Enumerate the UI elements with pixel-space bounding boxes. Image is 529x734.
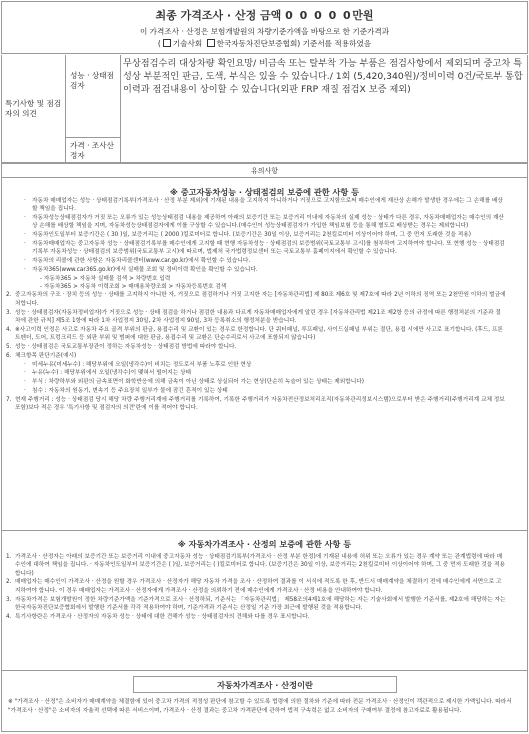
note-subline: - 자동차365 > 자동차 실매물 검색 > 차량번호 입력 [40, 275, 171, 282]
note-text: 누유(누수) : 해당부위에서 오일(냉각수)이 맺혀서 떨어지는 상태 [32, 370, 191, 377]
note-item [6, 596, 506, 613]
bullet-mark: · [24, 370, 26, 377]
note-bullet [6, 378, 506, 386]
bullet-mark: · [24, 215, 26, 222]
item-number: 4. [6, 326, 12, 333]
standard-options-line: ( 기술사회 한국자동차진단보증협회) 기준서를 적용하였음 [157, 39, 372, 48]
note-bullet [6, 214, 506, 231]
note-item [6, 578, 506, 595]
note-bullet [6, 361, 506, 369]
inspector-opinion-text: 무상점검수리 대상차량 확인요망/ 비금속 또는 탈부착 가능 부품은 점검사항에서 제외되며 중고차 특성상 부분적인 판금, 도색, 부식은 있을 수 있습니다./ 1회 (5,420,340원)/정비이력 0건/국토부 통합이력과 점검내용이 상이할 수 있습니다(외판 FRP 재질 점검X 보증 제외) [123, 58, 523, 96]
item-number: 5. [6, 343, 12, 350]
note-item [6, 291, 506, 308]
price-assessment-definition-title: 자동차가격조사 · 산정이란 [133, 676, 397, 693]
note-text: 자동차가격은 보험개발원이 정한 차량기준가액을 기준가격으로 조사 · 산정하되, 기준서는 「자동차관리법」 제58조의4제1호에 해당하는 자는 기술사회에서 발행한 기준서를, 제2호에 해당하는 자는 한국자동차진단보증협회에서 발행한 기준서를 각각 적용하여야 하며, 기준가격과 기준서는 산정일 기준 가장 최근에 발행된 것을 적용합니다. [15, 596, 506, 611]
performance-warranty-list [6, 197, 506, 413]
performance-inspector-label: 성능 · 상태점검자 [66, 55, 121, 138]
notes-header: 유의사항 [2, 164, 527, 178]
note-bullet [6, 369, 506, 377]
note-text: ※사고이력 인정은 사고로 자동차 주요 골격 부위의 판금, 용접수리 및 교환이 있는 경우로 한정합니다. 단 쿼터패널, 루프패널, 사이드실패널 부위는 절단, 용접 시에만 사고로 표기합니다. (후드, 프론트펜더, 도어, 트렁크리드 등 외판 부위 및 범퍼에 대한 판금, 용접수리 및 교환은 단순수리로서 사고에 포함되지 않습니다) [15, 326, 503, 341]
note-item [6, 352, 506, 360]
item-number: 1. [6, 554, 12, 560]
note-text: 특기사항란은 가격조사 · 산정자의 자동차 성능 · 상태에 대한 견해가 성능 · 상태점검자의 견해와 다를 경우 표시합니다. [15, 613, 310, 620]
note-text: 자동차매매업자는 중고자동차 성능 · 상태점검기록부를 매수인에게 고지할 때 현행 자동차성능 · 상태점검의 보증범위(국토교통부 고시)를 첨부하여 고지하여야 합니다. 또 현행 성능 · 상태점검기록부 자동차성능 · 상태점검의 보증범위(국토교통부 고시)에 따르며, 법제처 국가법령정보센터 또는 국토교통부 홈페이지에서 확인할 수 있습니다. [32, 241, 505, 256]
note-bullet [6, 240, 506, 257]
final-price-title [2, 9, 527, 24]
notes-section [1, 163, 528, 732]
bullet-mark: · [24, 232, 26, 239]
checkbox-technician-association[interactable] [163, 39, 171, 47]
final-price-label: 최종 가격조사 · 산정 금액 [155, 9, 282, 22]
item-number: 2. [6, 292, 12, 299]
price-warranty-list [6, 553, 506, 622]
note-bullet [6, 387, 506, 395]
bullet-mark: · [24, 241, 26, 248]
note-text: 자동차의 리콜에 관한 사항은 자동차리콜센터(www.car.go.kr)에서 확인할 수 있습니다. [32, 258, 251, 265]
note-text: 부식 : 차량하부와 외판의 금속표면이 화학반응에 의해 금속이 아닌 상태로 상실되어 가는 현상(단순히 녹슬어 있는 상태는 제외합니다) [32, 379, 364, 386]
note-item [6, 309, 506, 326]
section-price-warranty-title: ※ 자동차가격조사 · 산정의 보증에 관한 사항 등 [177, 539, 352, 549]
opinion-side-label: 특기사항 및 점검자의 의견 [2, 55, 66, 162]
note-text: 자동차365(www.car365.go.kr)에서 실매물 조회 및 정비이력 확인을 확인할 수 있습니다. [32, 267, 258, 274]
checkbox-diagnosis-association[interactable] [207, 39, 215, 47]
section-performance-warranty-title: ※ 중고자동차성능 · 상태점검의 보증에 관한 사항 등 [169, 187, 360, 197]
bullet-mark: · [24, 198, 26, 204]
item-number: 3. [6, 309, 12, 316]
note-text: 침수 : 자동차의 원동기, 변속기 등 주요장치 일부가 물에 잠긴 흔적이 있는 상태 [32, 388, 228, 395]
note-text: 중고자동차의 구조 · 장치 등의 성능 · 상태를 고지하지 아니한 자, 거짓으로 점검하거나 거짓 고지한 자는 [자동차관리법] 제 80조 제6호 및 제7호에 따라 2년 이하의 징역 또는 2천만원 이하의 벌금에 처합니다. [15, 292, 506, 307]
note-bullet [6, 231, 506, 239]
bullet-mark: · [24, 379, 26, 386]
note-text: 매매업자는 매수인이 가격조사 · 산정을 원할 경우 가격조사 · 산정자가 해당 자동차 가격을 조사 · 산정하여 결과를 이 서식에 적도록 한 후, 반드시 매매계약을 체결하기 전에 매수인에게 서면으로 고지하여야 합니다. 이 경우 매매업자는 가격조사 · 산정자에게 가격조사 · 산정을 의뢰하기 전에 매수인에게 가격조사 · 산정 비용을 안내하여야 합니다. [15, 579, 502, 594]
inspector-opinion-block [1, 55, 528, 163]
note-text: 미세누유(미세누수) : 해당부위에 오일(냉각수)이 비치는 정도로서 부품 노후로 인한 현상 [32, 361, 252, 368]
note-text: 가격조사 · 산정자는 아래의 보증기간 또는 보증거리 이내에 중고자동차 성능 · 상태점검기록부(가격조사 · 산정 부분 한정)에 기재된 내용에 허위 또는 오류가 있는 경우 계약 또는 관계법령에 따라 매수인에 대하여 책임을 집니다. · 자동차인도일부터 보증기간은 ( )일, 보증거리는 ( )킬로미터로 합니다. (보증기간은 30일 이상, 보증거리는 2천킬로미터 이상이어야 하며, 그 중 먼저 도래한 것을 적용합니다) [15, 554, 506, 577]
note-bullet [6, 257, 506, 265]
section-divider [2, 530, 527, 531]
item-number: 4. [6, 613, 12, 620]
note-item [6, 613, 506, 621]
price-header [1, 1, 528, 54]
bullet-mark: · [24, 388, 26, 395]
note-text: 자동차 매매업자는 성능 · 상태점검기록부(가격조사 · 산정 부분 제외)에 기재된 내용을 고지하지 아니하거나 거짓으로 고지함으로써 매수인에게 재산상 손해가 발생한 경우에는 그 손해를 배상할 책임을 집니다. [32, 198, 503, 213]
final-price-amount: 0 0 0 0 0 [285, 9, 353, 22]
item-number: 7. [6, 397, 12, 404]
price-basis-line: 이 가격조사 · 산정은 보험개발원의 차량기준가액을 바탕으로 한 기준가격과 [139, 27, 390, 36]
note-bullet [6, 197, 506, 214]
note-bullet [6, 266, 506, 274]
note-item [6, 553, 506, 578]
note-text: 체크항목 판단기준(예시) [15, 352, 77, 359]
bullet-mark: · [24, 267, 26, 274]
item-number: 2. [6, 579, 12, 586]
item-number: 6. [6, 352, 12, 359]
note-text: 자동차성능상태점검자가 거짓 또는 오류가 있는 성능상태점검 내용을 제공하여 아래의 보증기간 또는 보증거리 이내에 자동차의 실제 성능 · 상태가 다른 경우, 자동차매매업자는 매수인의 재산상 손해를 배상할 책임을 지며, 자동차성능상태점검자에게 이를 구상할 수 있습니다.(매수인이 성능상태점검자가 가입한 책임보험 등을 통해 별도로 배상받는 경우는 제외합니다) [32, 215, 504, 230]
note-item [6, 343, 506, 351]
note-subline: - 자동차365 > 자동차 이력조회 > 매매용차량조회 > 자동차등록번호 검색 [40, 284, 227, 291]
note-text: 성능 · 상태점검자(자동차정비업자)가 거짓으로 성능 · 상태 점검을 하거나 점검한 내용과 다르게 자동차매매업자에게 알린 경우 [자동차관리법 제21조 제2항 등의 규정에 따른 행정처분의 기준과 절차에 관한 규칙] 제5조 1항에 따라 1차 사업정지 30일, 2차 사업정지 90일, 3차 등록취소의 행정처분을 받습니다. [15, 309, 501, 324]
option-technician-association: 기술사회 [172, 39, 203, 48]
note-text: 자동차인도일부터 보증기간은 ( 30 )일, 보증거리는 ( 2000 )킬로미터로 합니다. (보증기간은 30일 이상, 보증거리는 2천킬로미터 이상이어야 하며, 그 중 먼저 도래한 것을 적용) [32, 232, 472, 239]
price-assessment-definition-text: ※ "가격조사 · 산정"은 소비자가 매매계약을 체결함에 있어 중고차 가격의 적정성 판단에 참고할 수 있도록 법령에 의한 절차와 기준에 따라 전문 가격조사 · 산정인이 객관적으로 제시한 가액입니다. 따라서 "가격조사 · 산정"은 소비자의 자율적 선택에 따른 서비스이며, 가격조사 · 산정 결과는 중고차 가격판단에 관하여 법적 구속력은 없고 소비자의 구매여부 결정에 참고자료로 활용됩니다. [8, 699, 512, 714]
note-text: 성능 · 상태점검은 국토교통부장관이 정하는 자동차성능 · 상태점검 방법에 따라야 합니다. [15, 343, 237, 350]
final-price-unit: 만원 [352, 9, 374, 22]
item-number: 3. [6, 596, 12, 603]
note-item [6, 396, 506, 413]
note-item [6, 326, 506, 343]
price-assessor-label: 가격 · 조사산정자 [66, 138, 121, 162]
bullet-mark: · [24, 361, 26, 368]
note-text: 현재 주행거리 : 성능 · 상태점검 당시 해당 차량 주행거리계에 주행거리를 기록하여, 기록한 주행거리가 자동차전산정보처리조직(자동차관리정보시스템)으로부터 받은 주행거리(주행거리계 교체 정보 포함)보다 적은 경우 '특기사항 및 점검자의 의견'란에 이를 적어야 합니다. [15, 397, 505, 412]
section-divider [2, 670, 527, 671]
bullet-mark: · [24, 258, 26, 265]
option-diagnosis-association: 한국자동차진단보증협회) 기준서를 적용하였음 [216, 39, 372, 48]
